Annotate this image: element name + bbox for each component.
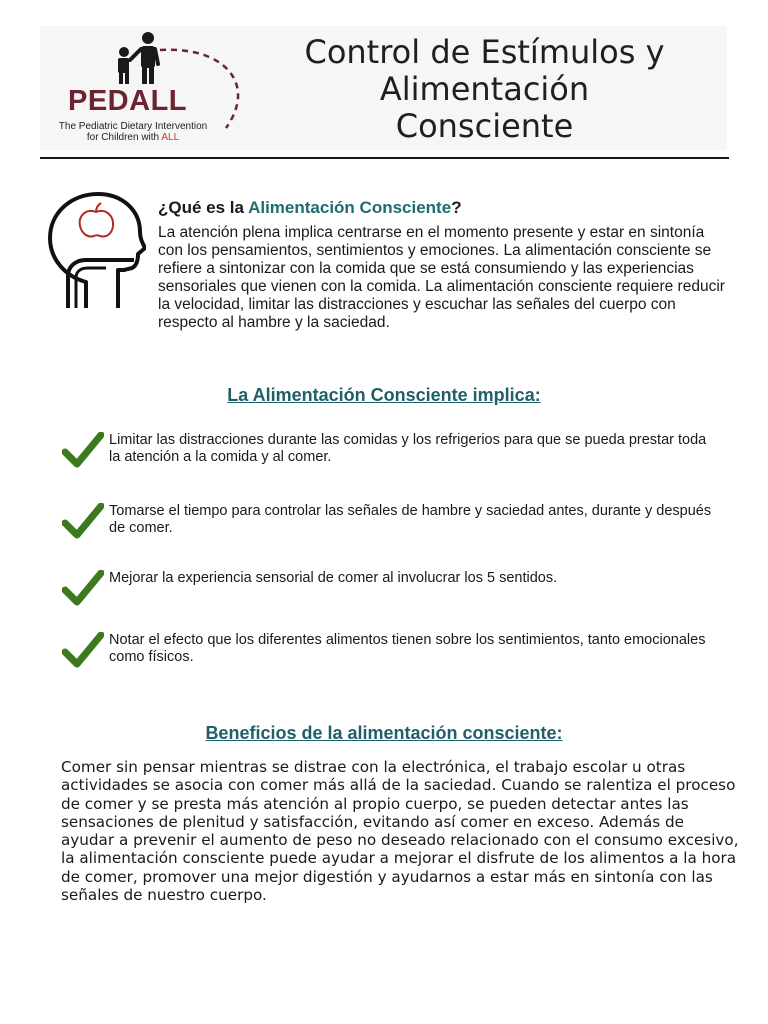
- list-item: Notar el efecto que los diferentes alimentos tienen sobre los sentimientos, tanto emocionales como físicos.: [109, 632, 706, 665]
- checkmark-icon: [62, 632, 104, 668]
- list-item: Tomarse el tiempo para controlar las señales de hambre y saciedad antes, durante y después de comer.: [109, 503, 712, 536]
- checkmark-icon: [62, 570, 104, 606]
- beneficios-paragraph: Comer sin pensar mientras se distrae con la electrónica, el trabajo escolar u otras actividades se asocia con comer más allá de la saciedad. Cuando se ralentiza el proceso de comer y se presta más atención al propio cuerpo, se pueden detectar antes las sensaciones de plenitud y satisfacción, evitando así comer en exceso. Además de ayudar a prevenir el aumento de peso no deseado relacionado con el consumo excesivo, la alimentación consciente puede ayudar a mejorar el disfrute de los alimentos a la hora de comer, promover una mejor digestión y ayudarnos a estar más en sintonía con las señales de nuestro cuerpo.: [61, 758, 739, 905]
- beneficios-heading: Beneficios de la alimentación consciente:: [205, 723, 563, 743]
- intro-question: ¿Qué es la Alimentación Consciente?: [158, 198, 462, 217]
- list-item: Mejorar la experiencia sensorial de comer al involucrar los 5 sentidos.: [109, 570, 558, 586]
- checkmark-icon: [62, 503, 104, 539]
- list-item: Limitar las distracciones durante las comidas y los refrigerios para que se pueda prestar toda la atención a la comida y al comer.: [109, 432, 707, 465]
- header-divider: [40, 157, 729, 159]
- head-with-apple-icon: [46, 190, 146, 315]
- logo-wordmark: PEDALL: [68, 85, 187, 117]
- logo-tagline: The Pediatric Dietary Intervention for Children with ALL: [58, 121, 208, 143]
- pedall-logo: [48, 28, 248, 146]
- checkmark-icon: [62, 432, 104, 468]
- page-title: Control de Estímulos y Alimentación Consciente: [304, 33, 665, 145]
- implica-heading: La Alimentación Consciente implica:: [227, 385, 541, 405]
- intro-paragraph: La atención plena implica centrarse en el momento presente y estar en sintonía con los pensamientos, sentimientos y emociones. La alimentación consciente se refiere a sintonizar con la comida que se está consumiendo y las experiencias sensoriales que vienen con la comida. La alimentación consciente requiere reducir la velocidad, limitar las distracciones y escuchar las señales del cuerpo con respecto al hambre y la saciedad.: [158, 224, 725, 331]
